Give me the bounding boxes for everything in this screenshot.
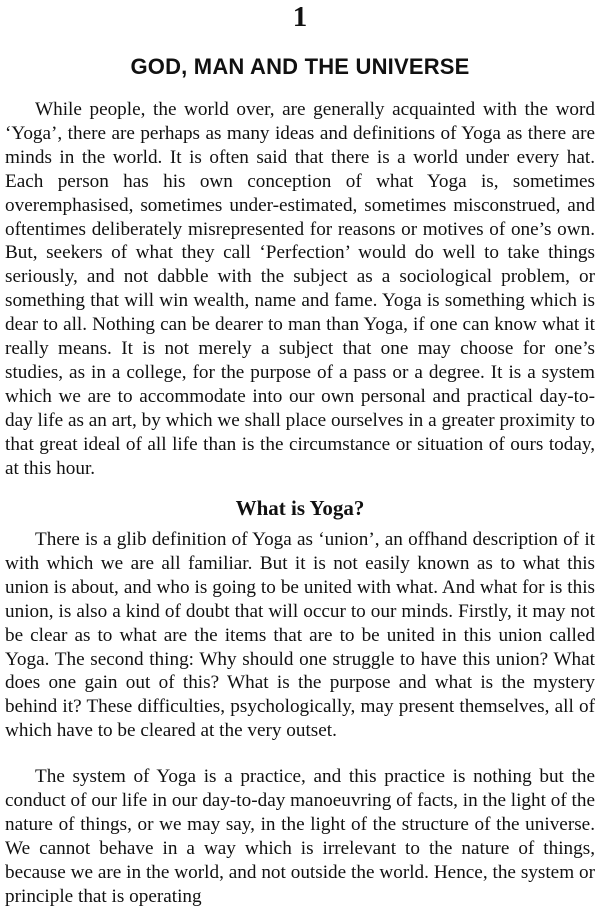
paragraph-definition: There is a glib definition of Yoga as ‘union’, an offhand description of it with which we are all familiar. But it is not easily known as to what this union is about, and who is going to be united with what. And what for is this union, is also a kind of doubt that will occur to our minds. Firstly, it may not be clear as to what are the items that are to be united in this union called Yoga. The second thing: Why should one struggle to have this union? What does one gain out of this? What is the purpose and what is the mystery behind it? These difficulties, psychologically, may present themselves, all of which have to be cleared at the very outset. xyxy=(5,529,595,742)
chapter-title: GOD, MAN AND THE UNIVERSE xyxy=(130,54,470,79)
chapter-number: 1 xyxy=(292,1,308,33)
section-heading: What is Yoga? xyxy=(235,496,365,520)
paragraph-intro: While people, the world over, are generally acquainted with the word ‘Yoga’, there are perhaps as many ideas and definitions of Yoga as there are minds in the world. It is often said that there is a world under every hat. Each person has his own conception of what Yoga is, sometimes overemphasised, sometimes under-estimated, sometimes misconstrued, and oftentimes deliberately misrepresented for reasons or motives of one’s own. But, seekers of what they call ‘Perfection’ would do well to take things seriously, and not dabble with the subject as a sociological problem, or something that will win wealth, name and fame. Yoga is something which is dear to all. Nothing can be dearer to man than Yoga, if one can know what it really means. It is not merely a subject that one may choose for one’s studies, as in a college, for the purpose of a pass or a degree. It is a system which we are to accommodate into our own personal and practical day-to-day life as an art, by which we shall place ourselves in a greater proximity to that great ideal of all life than is the circumstance or situation of ours today, at this hour. xyxy=(5,99,595,479)
paragraph-practice: The system of Yoga is a practice, and this practice is nothing but the conduct of our life in our day-to-day manoeuvring of facts, in the light of the nature of things, or we may say, in the light of the structure of the universe. We cannot behave in a way which is irrelevant to the nature of things, because we are in the world, and not outside the world. Hence, the system or principle that is operating xyxy=(5,766,595,907)
